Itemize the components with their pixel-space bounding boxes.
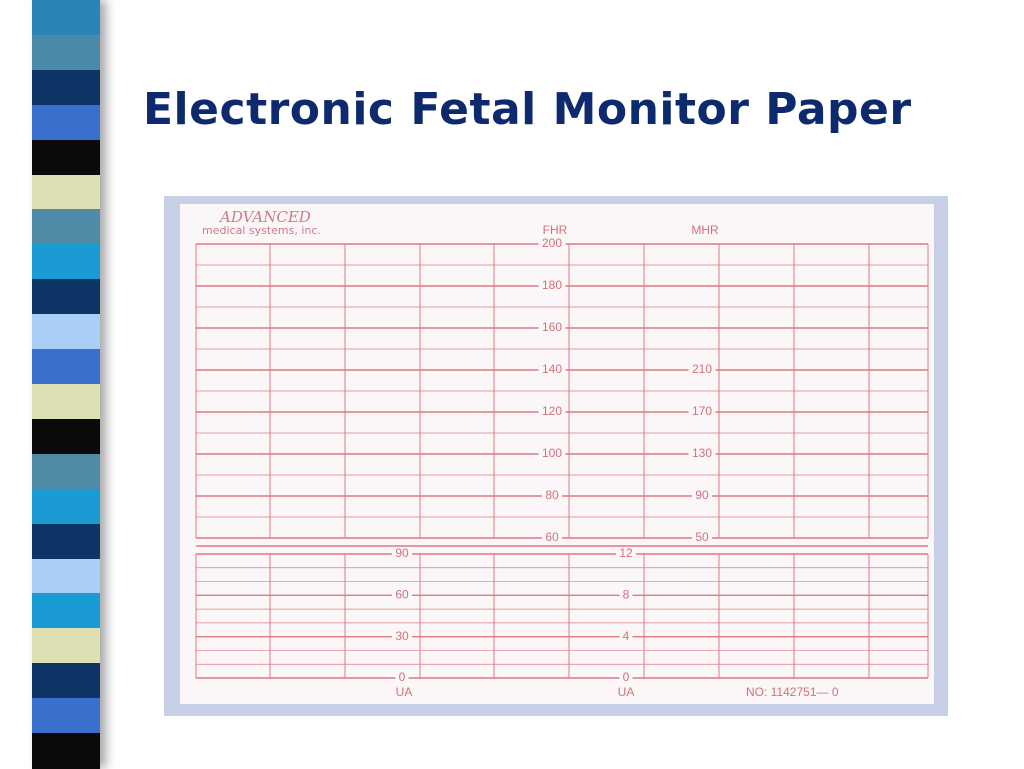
strip-segment: [32, 175, 100, 211]
fhr-scale-label: 80: [545, 488, 559, 503]
strip-segment: [32, 454, 100, 490]
mhr-header: MHR: [691, 223, 719, 238]
ua-right-scale-label: 0: [622, 670, 630, 685]
strip-segment: [32, 559, 100, 595]
fhr-scale-label: 140: [541, 362, 563, 377]
strip-segment: [32, 524, 100, 560]
strip-segment: [32, 35, 100, 71]
ua-left-scale-label: 90: [395, 546, 409, 561]
fhr-scale-label: 160: [541, 320, 563, 335]
brand-subtitle: medical systems, inc.: [202, 224, 321, 237]
strip-segment: [32, 140, 100, 176]
strip-segment: [32, 349, 100, 385]
ua-left-scale-label: 60: [395, 587, 409, 602]
fhr-scale-label: 100: [541, 446, 563, 461]
mhr-scale-label: 210: [691, 362, 713, 377]
strip-segment: [32, 733, 100, 769]
strip-segment: [32, 698, 100, 734]
fhr-header: FHR: [542, 223, 568, 238]
mhr-scale-label: 50: [695, 530, 709, 545]
ua-left-scale-label: 30: [395, 628, 409, 643]
strip-segment: [32, 384, 100, 420]
strip-segment: [32, 593, 100, 629]
strip-segment: [32, 489, 100, 525]
mhr-scale-label: 130: [691, 446, 713, 461]
page-title: Electronic Fetal Monitor Paper: [143, 84, 912, 135]
paper-grid: [180, 204, 934, 704]
strip-segment: [32, 314, 100, 350]
strip-segment: [32, 244, 100, 280]
strip-segment: [32, 663, 100, 699]
strip-segment: [32, 279, 100, 315]
monitor-paper: [180, 204, 934, 704]
ua-left-label: UA: [395, 685, 413, 700]
ua-right-scale-label: 8: [622, 587, 630, 602]
brand-name: ADVANCED: [220, 208, 311, 226]
strip-segment: [32, 105, 100, 141]
ua-right-scale-label: 4: [622, 628, 630, 643]
fhr-scale-label: 200: [541, 236, 563, 251]
strip-segment: [32, 628, 100, 664]
mhr-scale-label: 170: [691, 404, 713, 419]
fhr-scale-label: 60: [545, 530, 559, 545]
strip-segment: [32, 70, 100, 106]
decorative-strip: [32, 0, 100, 768]
mhr-scale-label: 90: [695, 488, 709, 503]
strip-segment: [32, 419, 100, 455]
strip-segment: [32, 209, 100, 245]
strip-segment: [32, 0, 100, 36]
ua-right-label: UA: [617, 685, 635, 700]
monitor-paper-image: [164, 196, 948, 716]
ua-right-scale-label: 12: [619, 546, 633, 561]
fhr-scale-label: 180: [541, 278, 563, 293]
ua-left-scale-label: 0: [398, 670, 406, 685]
serial-number: NO: 1142751— 0: [746, 685, 839, 700]
fhr-scale-label: 120: [541, 404, 563, 419]
